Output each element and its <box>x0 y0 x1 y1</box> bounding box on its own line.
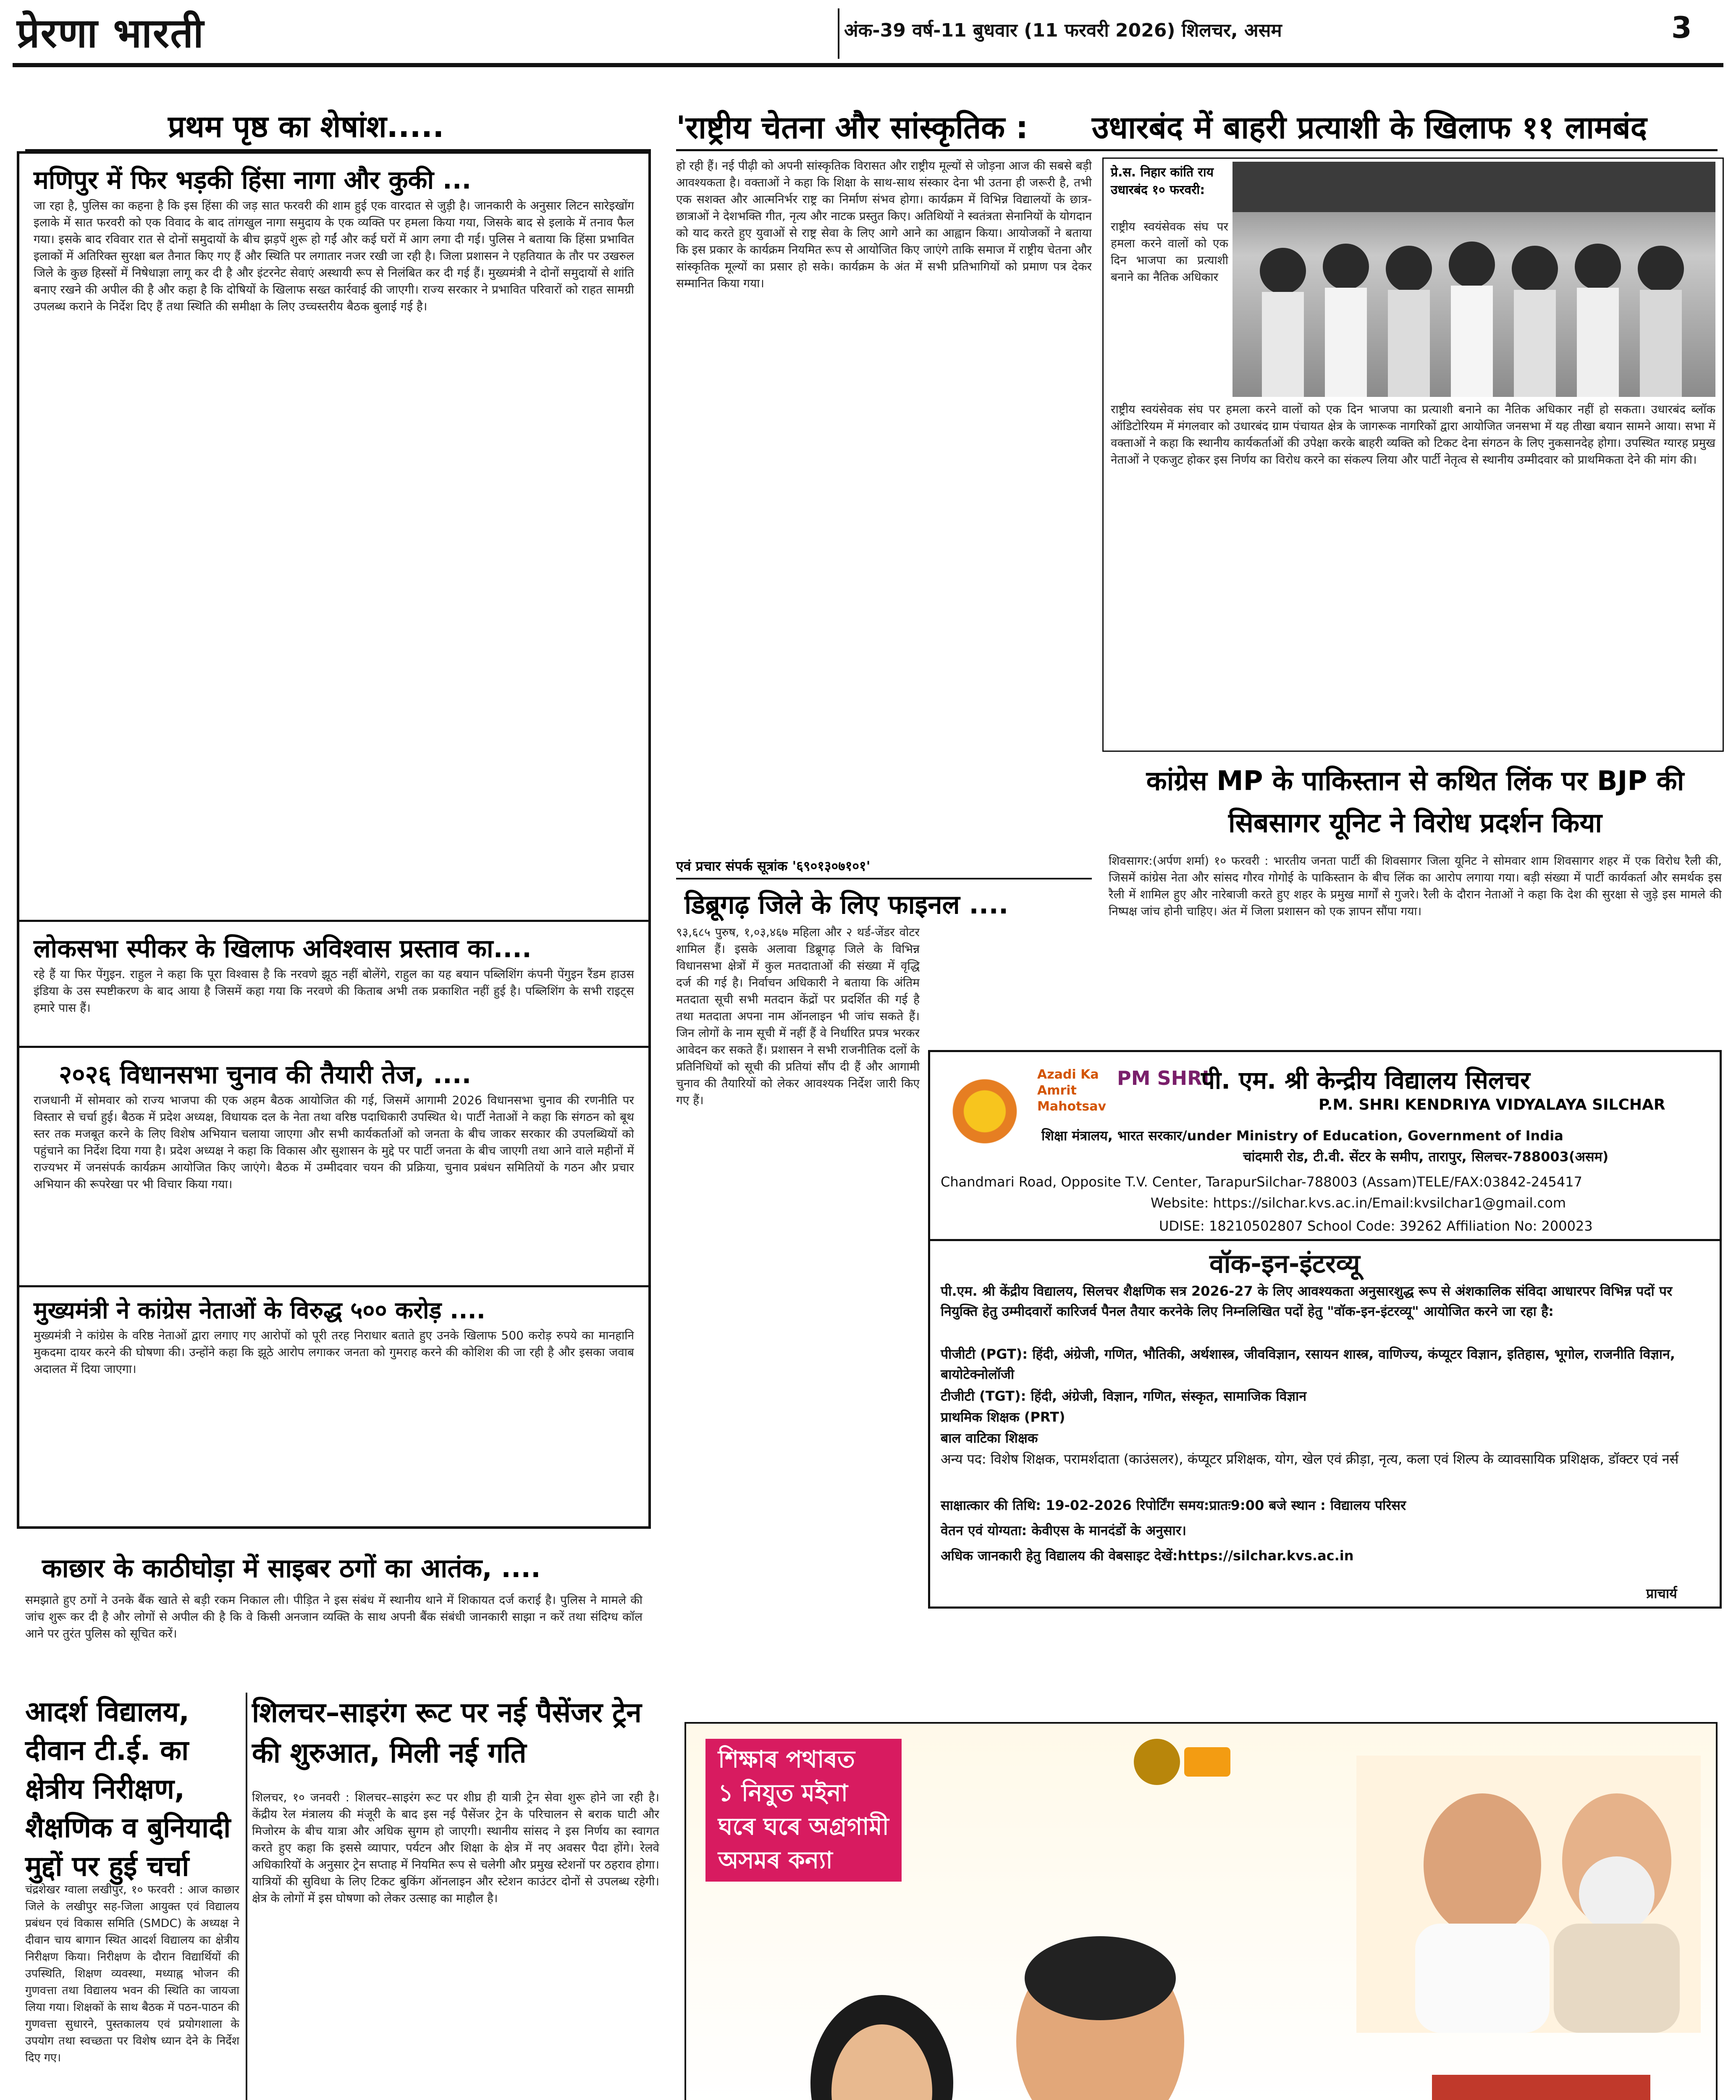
article-election-body: राजधानी में सोमवार को राज्य भाजपा की एक अहम बैठक आयोजित की गई, जिसमें आगामी 2026 विधानसभा चुनाव की रणनीति पर विस्तार से चर्चा हुई। बैठक में प्रदेश अध्यक्ष, विधायक दल के नेता तथा वरिष्ठ पदाधिकारी उपस्थित थे। पार्टी नेताओं ने कहा कि संगठन को बूथ स्तर तक मजबूत करने के लिए विशेष अभियान चलाया जाएगा और सभी कार्यकर्ताओं को जनता के बीच जाकर सरकार की उपलब्धियों को पहुंचाने का निर्देश दिया गया है। प्रदेश अध्यक्ष ने कहा कि विकास और सुशासन के मुद्दे पर पार्टी जनता के बीच जाएगी तथा आने वाले महीनों में राज्यभर में जनसंपर्क कार्यक्रम आयोजित किए जाएंगे। बैठक में उम्मीदवार चयन की प्रक्रिया, चुनाव प्रबंधन समितियों के गठन और प्रचार अभियान की रूपरेखा पर भी विचार किया गया। <box>34 1093 634 1191</box>
post-balvatika: बाल वाटिका शिक्षक <box>941 1430 1038 1446</box>
festival-logo-icon <box>1184 1747 1230 1777</box>
headline-cyber-fraud: काछार के काठीघोड़ा में साइबर ठगों का आतंक, .... <box>42 1553 541 1583</box>
column-divider <box>246 1693 247 2100</box>
udharbond-body: राष्ट्रीय स्वयंसेवक संघ पर हमला करने वालों को एक दिन भाजपा का प्रत्याशी बनाने का नैतिक अधिकार नहीं हो सकता। उधारबंद ब्लॉक ऑडिटोरियम में मंगलवार को उधारबंद ग्राम पंचायत क्षेत्र के जागरूक नागरिकों द्वारा आयोजित जनसभा में यह तीखा बयान सामने आया। सभा में वक्ताओं ने कहा कि स्थानीय कार्यकर्ताओं की उपेक्षा करके बाहरी व्यक्ति को टिकट देना संगठन के लिए नुकसानदेह होगा। उपस्थित ग्यारह प्रमुख नेताओं ने एकजुट होकर इस निर्णय का विरोध करने का संकल्प लिया और पार्टी नेतृत्व से स्थानीय उम्मीदवार को प्राथमिकता देने की मांग की। <box>1111 402 1715 467</box>
page-number: 3 <box>1671 10 1692 45</box>
post-prt: प्राथमिक शिक्षक (PRT) <box>941 1409 1065 1425</box>
headline-manipur: मणिपुर में फिर भड़की हिंसा नागा और कुकी ... <box>34 165 472 195</box>
article-cm-body: मुख्यमंत्री ने कांग्रेस के वरिष्ठ नेताओं द्वारा लगाए गए आरोपों को पूरी तरह निराधार बताते हुए उनके खिलाफ 500 करोड़ रुपये का मानहानि मुकदमा दायर करने की घोषणा की। उन्होंने कहा कि झूठे आरोप लगाकर जनता को गुमराह करने की कोशिश की जा रही है और इसका जवाब अदालत में दिया जाएगा। <box>34 1328 634 1376</box>
headline-dibrugarh: डिब्रूगढ़ जिले के लिए फाइनल .... <box>684 889 1009 920</box>
kv-address-hindi: चांदमारी रोड, टी.वी. सेंटर के समीप, तारापुर, सिलचर-788003(असम) <box>1243 1149 1609 1165</box>
headline-loksabha: लोकसभा स्पीकर के खिलाफ अविश्वास प्रस्ताव का.... <box>34 934 532 963</box>
divider <box>17 1285 651 1287</box>
ad-divider <box>928 1239 1722 1241</box>
article-loksabha-body: रहे हैं या फिर पेंगुइन. राहुल ने कहा कि पूरा विश्वास है कि नरवणे झूठ नहीं बोलेंगे, राहुल का यह बयान पब्लिशिंग कंपनी पेंगुइन रैंडम हाउस इंडिया के उस स्पष्टीकरण के बाद आया है जिसमें कहा गया कि नरवणे की किताब अभी तक प्रकाशित नहीं हुई है। पब्लिशिंग के सभी राइट्स हमारे पास हैं। <box>34 967 634 1015</box>
article-train-body: शिलचर, १० जनवरी : शिलचर–साइरंग रूट पर शीघ्र ही यात्री ट्रेन सेवा शुरू होने जा रही है। केंद्रीय रेल मंत्रालय की मंजूरी के बाद इस नई पैसेंजर ट्रेन के परिचालन से बराक घाटी और मिजोरम के बीच यात्रा और अधिक सुगम हो जाएगी। स्थानीय सांसद ने इस निर्णय का स्वागत करते हुए कहा कि इससे व्यापार, पर्यटन और शिक्षा के क्षेत्र में नए अवसर पैदा होंगे। रेलवे अधिकारियों के अनुसार ट्रेन सप्ताह में नियमित रूप से चलेगी और प्रमुख स्टेशनों पर ठहराव होगा। यात्रियों की सुविधा के लिए टिकट बुकिंग ऑनलाइन और स्टेशन काउंटर दोनों से उपलब्ध रहेगी। क्षेत्र के लोगों में इस घोषणा को लेकर उत्साह का माहौल है। <box>252 1790 659 1905</box>
group-photo-icon <box>1233 162 1715 397</box>
udharbond-dateline: प्रे.स. निहार कांति राय उधारबंद १० फरवरी: <box>1111 165 1214 197</box>
gate-motif-icon <box>1415 2058 1667 2100</box>
headline-adarsh-vidyalaya: आदर्श विद्यालय, दीवान टी.ई. का क्षेत्रीय निरीक्षण, शैक्षणिक व बुनियादी मुद्दों पर हुई चर्चा <box>25 1696 231 1882</box>
leaders-portrait <box>1356 1756 1701 2033</box>
issue-meta: अंक-39 वर्ष-11 बुधवार (11 फरवरी 2026) शिलचर, असम <box>844 20 1282 41</box>
kv-website[interactable]: Website: https://silchar.kvs.ac.in/Email:kvsilchar1@gmail.com <box>1151 1195 1566 1211</box>
walkin-intro: पी.एम. श्री केंद्रीय विद्यालय, सिलचर शैक्षणिक सत्र 2026-27 के लिए आवश्यकता अनुसारशुद्ध रूप से अंशकालिक संविदा आधारपर विभिन्न पदों पर नियुक्ति हेतु उम्मीदवारों कारिजर्व पैनल तैयार करनेके लिए निम्नलिखित पदों हेतु "वॉक-इन-इंटरव्यू" आयोजित करने जा रहा है: <box>941 1283 1673 1319</box>
kv-udise: UDISE: 18210502807 School Code: 39262 Affiliation No: 200023 <box>1159 1218 1593 1234</box>
principal-signature: प्राचार्य <box>1646 1586 1677 1601</box>
headline-bjp-sibsagar: कांग्रेस MP के पाकिस्तान से कथित लिंक पर BJP की सिबसागर यूनिट ने विरोध प्रदर्शन किया <box>1146 766 1684 839</box>
headline-election: २०२६ विधानसभा चुनाव की तैयारी तेज, .... <box>59 1060 472 1089</box>
kv-title-english: P.M. SHRI KENDRIYA VIDYALAYA SILCHAR <box>1319 1096 1665 1113</box>
walkin-title: वॉक-इन-इंटरव्यू <box>1209 1248 1360 1279</box>
post-others: अन्य पद: विशेष शिक्षक, परामर्शदाता (काउंसलर), कंप्यूटर प्रशिक्षक, योग, खेल एवं क्रीड़ा, नृत्य, कला एवं शिल्प के व्यावसायिक प्रशिक्षक, डॉक्टर एवं नर्स <box>941 1451 1679 1467</box>
udharbond-intro: राष्ट्रीय स्वयंसेवक संघ पर हमला करने वालों को एक दिन भाजपा का प्रत्याशी बनाने का नैतिक अधिकार <box>1111 220 1228 284</box>
state-emblem-icon <box>1134 1739 1180 1785</box>
kv-title-hindi: पी. एम. श्री केन्द्रीय विद्यालय सिलचर <box>1201 1066 1530 1095</box>
divider <box>676 878 1092 879</box>
kv-address-english: Chandmari Road, Opposite T.V. Center, TarapurSilchar-788003 (Assam)TELE/FAX:03842-245417 <box>941 1174 1582 1190</box>
udharbond-photo <box>1233 162 1715 397</box>
masthead-title: प्रेरणा भारती <box>17 9 205 57</box>
article-chetna-body: हो रही हैं। नई पीढ़ी को अपनी सांस्कृतिक विरासत और राष्ट्रीय मूल्यों से जोड़ना आज की सबसे बड़ी आवश्यकता है। वक्ताओं ने कहा कि शिक्षा के साथ-साथ संस्कार देना भी उतना ही जरूरी है, तभी एक सशक्त और आत्मनिर्भर राष्ट्र का निर्माण संभव होगा। कार्यक्रम में विभिन्न विद्यालयों के छात्र-छात्राओं ने देशभक्ति गीत, नृत्य और नाटक प्रस्तुत किए। अतिथियों ने स्वतंत्रता सेनानियों के योगदान को याद करते हुए युवाओं से राष्ट्र सेवा के लिए आगे आने का आह्वान किया। आयोजकों ने बताया कि इस प्रकार के कार्यक्रम नियमित रूप से आयोजित किए जाएंगे ताकि समाज में राष्ट्रीय चेतना और सांस्कृतिक मूल्यों का प्रसार हो सके। कार्यक्रम के अंत में सभी प्रतिभागियों को प्रमाण पत्र देकर सम्मानित किया गया। <box>676 159 1092 290</box>
salary-info: वेतन एवं योग्यता: केवीएस के मानदंडों के अनुसार। <box>941 1522 1187 1538</box>
contact-number: एवं प्रचार संपर्क सूत्रांक '६९०१३०७१०१' <box>676 858 871 874</box>
azadi-logo: Azadi Ka Amrit Mahotsav <box>1037 1067 1107 1114</box>
ad-portraits <box>705 1915 1293 2100</box>
section-title: प्रथम पृष्ठ का शेषांश..... <box>168 109 444 144</box>
header-divider <box>838 8 839 59</box>
article-manipur-body: जा रहा है, पुलिस का कहना है कि इस हिंसा की जड़ सात फरवरी की शाम हुई एक वारदात से जुड़ी है। जानकारी के अनुसार लिटन सारेइखोंग इलाके में सात फरवरी को एक विवाद के बाद तांगखुल नागा समुदाय के एक व्यक्ति पर हमला किया गया, जिसके बाद से इलाके में तनाव फैल गया। इसके बाद रविवार रात से दोनों समुदायों के बीच झड़पें शुरू हो गईं और कई घरों में आग लगा दी गई। पुलिस ने बताया कि हिंसा प्रभावित इलाकों में अतिरिक्त सुरक्षा बल तैनात किए गए हैं और स्थिति पर लगातार नजर रखी जा रही है। जिला प्रशासन ने एहतियात के तौर पर उखरुल जिले के कुछ हिस्सों में निषेधाज्ञा लागू कर दी है और इंटरनेट सेवाएं अस्थायी रूप से निलंबित कर दी गई हैं। मुख्यमंत्री ने दोनों समुदायों से शांति बनाए रखने की अपील की है और कहा है कि दोषियों के खिलाफ सख्त कार्रवाई की जाएगी। राज्य सरकार ने प्रभावित परिवारों को राहत सामग्री उपलब्ध कराने के निर्देश दिए हैं तथा स्थिति की समीक्षा के लिए उच्चस्तरीय बैठक बुलाई गई है। <box>34 199 634 313</box>
divider <box>17 1046 651 1048</box>
kv-logo-icon <box>941 1058 1029 1147</box>
article-bjp-body: शिवसागर:(अर्पण शर्मा) १० फरवरी : भारतीय जनता पार्टी की शिवसागर जिला यूनिट ने सोमवार शाम शिवसागर शहर में एक विरोध रैली की, जिसमें कांग्रेस नेता और सांसद गौरव गोगोई के पाकिस्तान के बीच लिंक का आरोप लगाया गया। बड़ी संख्या में पार्टी कार्यकर्ता और समर्थक इस रैली में शामिल हुए और नारेबाजी करते हुए शहर के प्रमुख मार्गों से गुजरे। रैली के दौरान नेताओं ने कहा कि देश की सुरक्षा से जुड़े इस मामले की निष्पक्ष जांच होनी चाहिए। अंत में जिला प्रशासन को एक ज्ञापन सौंपा गया। <box>1109 854 1722 918</box>
pm-shri-logo: PM SHRI <box>1117 1067 1209 1089</box>
post-tgt: टीजीटी (TGT): हिंदी, अंग्रेजी, विज्ञान, गणित, संस्कृत, सामाजिक विज्ञान <box>941 1388 1307 1404</box>
headline-udharbond: उधारबंद में बाहरी प्रत्याशी के खिलाफ ११ लामबंद <box>1092 110 1647 146</box>
top-rule <box>676 149 1718 151</box>
article-cyber-body: समझाते हुए ठगों ने उनके बैंक खाते से बड़ी रकम निकाल ली। पीड़ित ने इस संबंध में स्थानीय थाने में शिकायत दर्ज कराई है। पुलिस ने मामले की जांच शुरू कर दी है और लोगों से अपील की है कि वे किसी अनजान व्यक्ति के साथ अपनी बैंक संबंधी जानकारी साझा न करें तथा संदिग्ध कॉल आने पर तुरंत पुलिस को सूचित करें। <box>25 1593 642 1641</box>
more-info-link[interactable]: अधिक जानकारी हेतु विद्यालय की वेबसाइट देखें:https://silchar.kvs.ac.in <box>941 1548 1354 1564</box>
interview-date: साक्षात्कार की तिथि: 19-02-2026 रिपोर्टिंग समय:प्रातः9:00 बजे स्थान : विद्यालय परिसर <box>941 1497 1406 1513</box>
post-pgt: पीजीटी (PGT): हिंदी, अंग्रेजी, गणित, भौतिकी, अर्थशास्त्र, जीवविज्ञान, रसायन शास्त्र, वाणिज्य, कंप्यूटर विज्ञान, इतिहास, भूगोल, राजनीति विज्ञान, बायोटेक्नोलॉजी <box>941 1346 1675 1382</box>
header-rule <box>13 63 1723 67</box>
headline-rashtriya-chetna: 'राष्ट्रीय चेतना और सांस्कृतिक : <box>676 110 1028 146</box>
article-dibrugarh-body: ९३,६८५ पुरुष, १,०३,४६७ महिला और २ थर्ड-जेंडर वोटर शामिल हैं। इसके अलावा डिब्रूगढ़ जिले के विभिन्न विधानसभा क्षेत्रों में कुल मतदाताओं की संख्या में वृद्धि दर्ज की गई है। निर्वाचन अधिकारी ने बताया कि अंतिम मतदाता सूची सभी मतदान केंद्रों पर प्रदर्शित की गई है तथा मतदाता अपना नाम ऑनलाइन भी जांच सकते हैं। जिन लोगों के नाम सूची में नहीं हैं वे निर्धारित प्रपत्र भरकर आवेदन कर सकते हैं। प्रशासन ने सभी राजनीतिक दलों के प्रतिनिधियों को सूची की प्रतियां सौंप दी हैं और आगामी चुनाव की तैयारियों को लेकर आवश्यक निर्देश जारी किए गए हैं। <box>676 925 920 1107</box>
kv-ministry: शिक्षा मंत्रालय, भारत सरकार/under Ministry of Education, Government of India <box>1041 1128 1563 1144</box>
tagline-box: শিক্ষাৰ পথাৰত ১ নিযুত মইনা ঘৰে ঘৰে অগ্ৰগামী অসমৰ কন্যা <box>705 1739 902 1882</box>
article-adarsh-body: चंद्रशेखर ग्वाला लखीपुर, १० फरवरी : आज काछार जिले के लखीपुर सह-जिला आयुक्त एवं विद्यालय प्रबंधन एवं विकास समिति (SMDC) के अध्यक्ष ने दीवान चाय बागान स्थित आदर्श विद्यालय का क्षेत्रीय निरीक्षण किया। निरीक्षण के दौरान विद्यार्थियों की उपस्थिति, शिक्षण व्यवस्था, मध्याह्न भोजन की गुणवत्ता तथा विद्यालय भवन की स्थिति का जायजा लिया गया। शिक्षकों के साथ बैठक में पठन-पाठन की गुणवत्ता सुधारने, पुस्तकालय एवं प्रयोगशाला के उपयोग तथा स्वच्छता पर विशेष ध्यान देने के निर्देश दिए गए। <box>25 1883 239 2064</box>
divider <box>17 920 651 922</box>
headline-silchar-train: शिलचर–साइरंग रूट पर नई पैसेंजर ट्रेन की शुरुआत, मिली नई गति <box>252 1696 642 1769</box>
headline-cm-defamation: मुख्यमंत्री ने कांग्रेस नेताओं के विरुद्ध ५०० करोड़ .... <box>34 1297 486 1324</box>
